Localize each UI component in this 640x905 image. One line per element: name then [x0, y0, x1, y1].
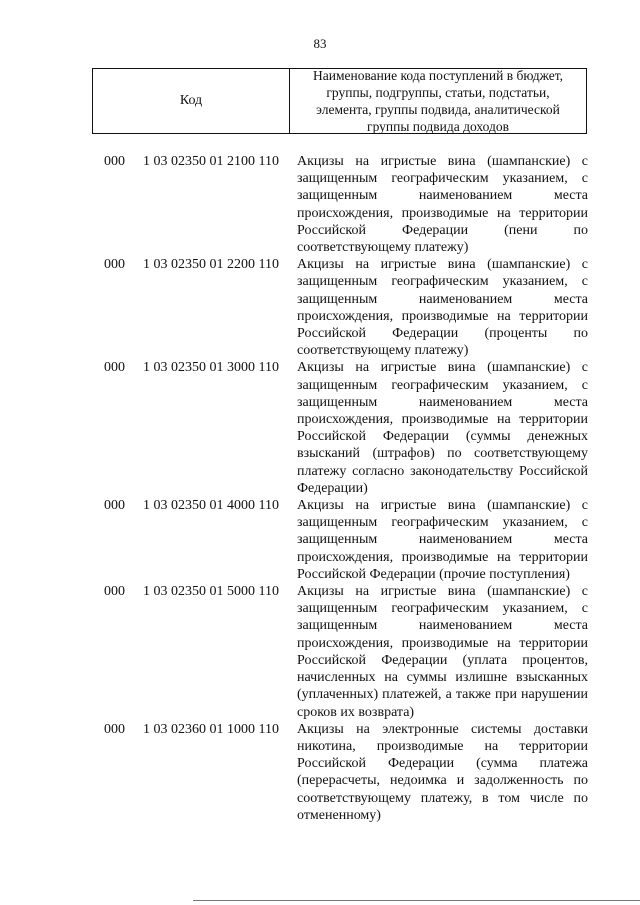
revenue-description: Акцизы на игристые вина (шампанские) с защищенным географическим указанием, с защищенным наименованием места происхождения, производимые на территории Российской Федерации (суммы денежных взысканий (штрафов) по соответствующему платежу согласно законодательству Российской Федерации)	[297, 360, 588, 496]
list-item	[0, 583, 640, 721]
footer-divider	[193, 900, 640, 901]
revenue-code: 1 03 02350 01 5000 110	[143, 584, 279, 600]
admin-code: 000	[104, 721, 125, 737]
revenue-code: 1 03 02350 01 4000 110	[143, 498, 279, 514]
revenue-description: Акцизы на игристые вина (шампанские) с защищенным географическим указанием, с защищенным наименованием места происхождения, производимые на территории Российской Федерации (проценты по соответствующему платежу)	[297, 257, 588, 359]
admin-code: 000	[104, 584, 125, 600]
list-item	[0, 153, 640, 256]
revenue-description: Акцизы на игристые вина (шампанские) с защищенным географическим указанием, с защищенным наименованием места происхождения, производимые на территории Российской Федерации (прочие поступления)	[297, 498, 588, 582]
list-item	[0, 721, 640, 824]
header-name-cell: Наименование кода поступлений в бюджет, группы, подгруппы, статьи, подстатьи, элемента, группы подвида, аналитической группы подвида доходов	[312, 68, 563, 134]
admin-code: 000	[104, 360, 125, 376]
admin-code: 000	[104, 257, 125, 273]
header-code-cell: Код	[93, 69, 290, 133]
admin-code: 000	[104, 498, 125, 514]
list-item	[0, 359, 640, 497]
list-item	[0, 256, 640, 359]
revenue-code: 1 03 02350 01 2200 110	[143, 257, 279, 273]
revenue-code-list	[0, 153, 640, 824]
revenue-description: Акцизы на игристые вина (шампанские) с защищенным географическим указанием, с защищенным наименованием места происхождения, производимые на территории Российской Федерации (уплата процентов, начисленных на суммы излишне взысканных (уплаченных) платежей, а также при нарушении сроков их возврата)	[297, 584, 588, 720]
admin-code: 000	[104, 154, 125, 169]
revenue-description: Акцизы на игристые вина (шампанские) с защищенным географическим указанием, с защищенным наименованием места происхождения, производимые на территории Российской Федерации (пени по соответствующему платежу)	[297, 154, 588, 256]
page-number: 83	[313, 36, 327, 51]
revenue-code: 1 03 02350 01 3000 110	[143, 360, 279, 376]
revenue-description: Акцизы на электронные системы доставки никотина, производимые на территории Российской Федерации (сумма платежа (перерасчеты, недоимка и задолженность по соответствующему платежу, в том числе по отмененному)	[297, 721, 588, 823]
list-item	[0, 497, 640, 583]
revenue-code: 1 03 02360 01 1000 110	[143, 721, 279, 737]
revenue-code: 1 03 02350 01 2100 110	[143, 154, 279, 169]
table-header	[92, 68, 587, 134]
